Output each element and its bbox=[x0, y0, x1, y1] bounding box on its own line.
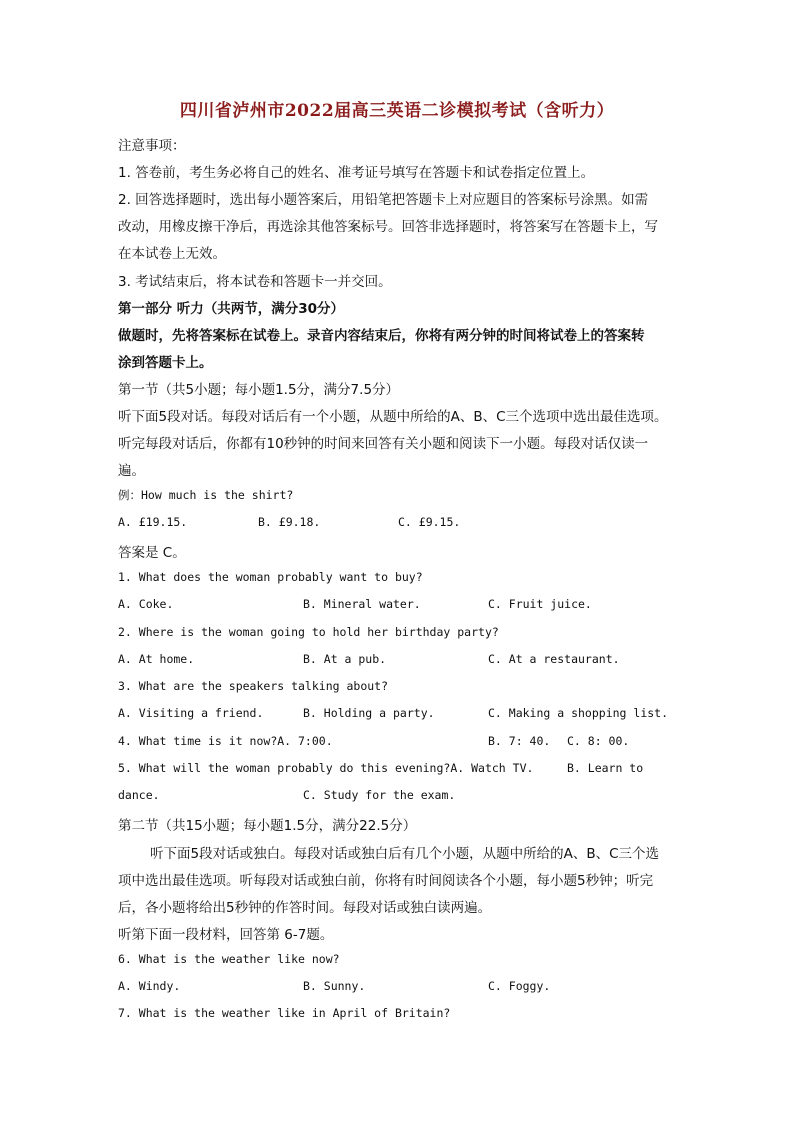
example-question-text: 例：How much is the shirt? bbox=[118, 488, 294, 502]
question-1-option-b: B. Mineral water. bbox=[303, 597, 421, 611]
question-2: 2. Where is the woman going to hold her birthday party? bbox=[118, 625, 499, 639]
section2-desc-a: 听下面5段对话或独白。每段对话或独白后有几个小题，从题中所给的A、B、C三个选 bbox=[150, 846, 660, 862]
section1-desc-b: 听完每段对话后，你都有10秒钟的时间来回答有关小题和阅读下一小题。每段对话仅读一 bbox=[118, 436, 649, 452]
question-2-option-b: B. At a pub. bbox=[303, 652, 387, 666]
question-6: 6. What is the weather like now? bbox=[118, 952, 340, 966]
example-option-a: A. £19.15. bbox=[118, 515, 188, 529]
question-5: 5. What will the woman probably do this evening?A. Watch TV. bbox=[118, 761, 534, 775]
part1-instruction-a: 做题时，先将答案标在试卷上。录音内容结束后，你将有两分钟的时间将试卷上的答案转 bbox=[118, 328, 645, 344]
example-option-c: C. £9.15. bbox=[398, 515, 461, 529]
section2-desc-b: 项中选出最佳选项。听每段对话或独白前，你将有时间阅读各个小题，每小题5秒钟；听完 bbox=[118, 873, 654, 889]
notice-item-1: 1. 答卷前，考生务必将自己的姓名、准考证号填写在答题卡和试卷指定位置上。 bbox=[118, 165, 595, 181]
example-answer: 答案是 C。 bbox=[118, 545, 186, 561]
notice-item-2a: 2. 回答选择题时，选出每小题答案后，用铅笔把答题卡上对应题目的答案标号涂黑。如需 bbox=[118, 192, 649, 208]
question-3-option-a: A. Visiting a friend. bbox=[118, 706, 264, 720]
question-4-option-c: C. 8: 00. bbox=[567, 734, 630, 748]
question-1-option-c: C. Fruit juice. bbox=[488, 597, 592, 611]
notice-item-2b: 改动，用橡皮擦干净后，再选涂其他答案标号。回答非选择题时，将答案写在答题卡上，写 bbox=[118, 219, 658, 235]
question-3-option-c: C. Making a shopping list. bbox=[488, 706, 669, 720]
example-option-b: B. £9.18. bbox=[258, 515, 321, 529]
question-2-option-a: A. At home. bbox=[118, 652, 195, 666]
question-5-option-b: B. Learn to bbox=[567, 761, 644, 775]
question-4: 4. What time is it now?A. 7:00. bbox=[118, 734, 333, 748]
question-1-option-a: A. Coke. bbox=[118, 597, 174, 611]
example-question bbox=[118, 487, 293, 503]
question-2-option-c: C. At a restaurant. bbox=[488, 652, 620, 666]
part1-instruction-b: 涂到答题卡上。 bbox=[118, 355, 213, 371]
question-3-option-b: B. Holding a party. bbox=[303, 706, 435, 720]
section2-heading: 第二节（共15小题；每小题1.5分，满分22.5分） bbox=[118, 818, 417, 834]
notice-item-3: 3. 考试结束后，将本试卷和答题卡一并交回。 bbox=[118, 274, 392, 290]
question-5-continued: dance. bbox=[118, 788, 160, 802]
section2-desc-c: 后，各小题将给出5秒钟的作答时间。每段对话或独白读两遍。 bbox=[118, 900, 492, 916]
question-6-option-b: B. Sunny. bbox=[303, 979, 366, 993]
section1-heading: 第一节（共5小题；每小题1.5分，满分7.5分） bbox=[118, 382, 400, 398]
section2-material: 听第下面一段材料，回答第 6-7题。 bbox=[118, 927, 334, 943]
question-1: 1. What does the woman probably want to buy? bbox=[118, 570, 423, 584]
question-7: 7. What is the weather like in April of Britain? bbox=[118, 1006, 451, 1020]
question-3: 3. What are the speakers talking about? bbox=[118, 679, 389, 693]
part1-heading: 第一部分 听力（共两节，满分30分） bbox=[118, 301, 344, 317]
notice-item-2c: 在本试卷上无效。 bbox=[118, 246, 226, 262]
question-4-option-b: B. 7: 40. bbox=[488, 734, 551, 748]
notice-heading: 注意事项： bbox=[118, 138, 186, 154]
question-6-option-a: A. Windy. bbox=[118, 979, 181, 993]
section1-desc-a: 听下面5段对话。每段对话后有一个小题，从题中所给的A、B、C三个选项中选出最佳选项。 bbox=[118, 409, 668, 425]
question-5-option-c: C. Study for the exam. bbox=[303, 788, 456, 802]
page-title: 四川省泸州市2022届高三英语二诊模拟考试（含听力） bbox=[179, 101, 615, 121]
section1-desc-c: 遍。 bbox=[118, 463, 145, 479]
question-6-option-c: C. Foggy. bbox=[488, 979, 551, 993]
